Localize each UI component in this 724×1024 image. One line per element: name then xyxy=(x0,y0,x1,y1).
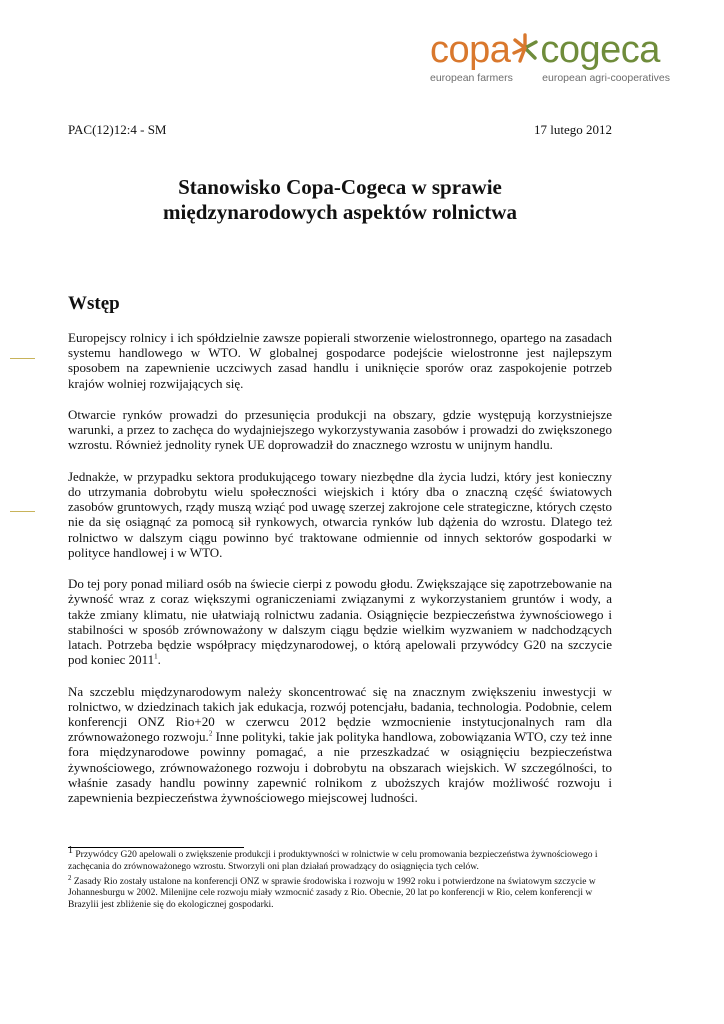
section-heading: Wstęp xyxy=(68,293,120,314)
logo-brand-right: cogeca xyxy=(540,29,660,71)
footnote-1-number: 1 xyxy=(68,844,73,856)
logo-taglines xyxy=(430,72,670,84)
logo-wordmark xyxy=(430,30,670,70)
document-date: 17 lutego 2012 xyxy=(534,122,612,137)
footnote-ref-2[interactable]: 2 xyxy=(208,729,213,738)
footnotes xyxy=(68,844,614,915)
document-title xyxy=(68,175,612,225)
logo-tagline-right: european agri-cooperatives xyxy=(542,72,670,84)
footnote-1-text: Przywódcy G20 apelowali o zwiększenie produkcji i produktywności w rolnictwie w celu promowania bezpieczeństwa żywnościowego i zachęcania do zrównoważonego wzrostu. Stworzyli oni plan działań prowadzący do osiągnięcia tych celów. xyxy=(68,850,598,872)
paragraph-4-text: Do tej pory ponad miliard osób na świecie cierpi z powodu głodu. Zwiększające się zapotrzebowanie na żywność wraz z coraz większymi ograniczeniami związanymi z wykorzystaniem gruntów i wody, a także zmiany klimatu, nie ułatwiają rolnictwu zadania. Osiągnięcie bezpieczeństwa żywnościowego i stabilności w sposób zrównoważony w dalszym ciągu będzie wielkim wyzwaniem w nadchodzących latach. Potrzeba będzie współpracy międzynarodowej, o którą apelowali przywódcy G20 na szczycie pod koniec 2011 xyxy=(68,576,612,668)
paragraph-2: Otwarcie rynków prowadzi do przesunięcia produkcji na obszary, gdzie występują korzystniejsze warunki, a przez to zachęca do wydajniejszego wykorzystywania zasobów i prowadzi do zwiększonego wzrostu. Również jednolity rynek UE doprowadził do znacznego wzrostu w unijnym handlu. xyxy=(68,407,612,453)
paragraph-4 xyxy=(68,576,612,667)
paragraph-5-text: Na szczeblu międzynarodowym należy skoncentrować się na znacznym zwiększeniu inwestycji w rolnictwo, w dziedzinach takich jak edukacja, rozwój potencjału, badania, technologia. Podobnie, celem konferencji ONZ Rio+20 w czerwcu 2012 będzie wzmocnienie instytucjonalnych ram dla zrównoważonego rozwoju. xyxy=(68,683,612,745)
logo-tagline-left: european farmers xyxy=(430,72,513,84)
title-line-2: międzynarodowych aspektów rolnictwa xyxy=(163,200,517,224)
footnote-separator xyxy=(68,847,244,848)
paragraph-5 xyxy=(68,684,612,806)
footnote-ref-1[interactable]: 1 xyxy=(154,652,158,661)
title-line-1: Stanowisko Copa-Cogeca w sprawie xyxy=(178,175,502,199)
margin-mark xyxy=(10,358,35,359)
footnote-1 xyxy=(68,844,614,874)
paragraph-5-end: Inne polityki, takie jak polityka handlowa, zobowiązania WTO, czy też inne fora międzynarodowe powinny pomagać, a nie przeszkadzać w osiągnięciu bezpieczeństwa żywnościowego, zrównoważonego rozwoju i dobrobytu na obszarach wiejskich. W szczególności, to właśnie zasady handlu powinny zapewnić rolnikom z uboższych krajów możliwość rozwoju i zapewnienia bezpieczeństwa żywnościowego miejscowej ludności. xyxy=(68,729,612,806)
footnote-2-text: Zasady Rio zostały ustalone na konferencji ONZ w sprawie środowiska i rozwoju w 1992 roku i potwierdzone na światowym szczycie w Johannesburgu w 2002. Milenijne cele rozwoju miały wzmocnić zasady z Rio. Obecnie, 20 lat po konferencji w Rio, celem konferencji w Brazylii jest zbliżenie się do ekologicznej gospodarki. xyxy=(68,876,596,911)
logo-brand-left: copa xyxy=(430,29,511,71)
body-text xyxy=(68,330,612,821)
footnote-2 xyxy=(68,873,614,912)
paragraph-3: Jednakże, w przypadku sektora produkującego towary niezbędne dla życia ludzi, który jest konieczny do utrzymania dobrobytu wielu społeczności wiejskich i który dba o znaczną część światowych zasobów gruntowych, rządy muszą wziąć pod uwagę szerzej zakrojone cele strategiczne, których często nie da się osiągnąć za pomocą sił rynkowych, otwarcia rynków lub dążenia do wzrostu. Dlatego też rolnictwo w dalszym ciągu powinno być traktowane odmiennie od innych sektorów gospodarki w polityce handlowej i w WTO. xyxy=(68,468,612,560)
asterisk-star-icon xyxy=(511,32,539,64)
footnote-2-number: 2 xyxy=(68,873,72,882)
paragraph-4-end: . xyxy=(157,652,161,668)
paragraph-1: Europejscy rolnicy i ich spółdzielnie zawsze popierali stworzenie wielostronnego, opartego na zasadach systemu handlowego w WTO. W globalnej gospodarce podejście wielostronne jest najlepszym sposobem na zapewnienie uczciwych zasad handlu i uniknięcie sporów oraz zaspokojenie potrzeb krajów wolniej rozwijających się. xyxy=(68,330,612,391)
document-reference: PAC(12)12:4 - SM xyxy=(68,122,167,137)
margin-mark xyxy=(10,511,35,512)
copa-cogeca-logo xyxy=(430,30,670,84)
